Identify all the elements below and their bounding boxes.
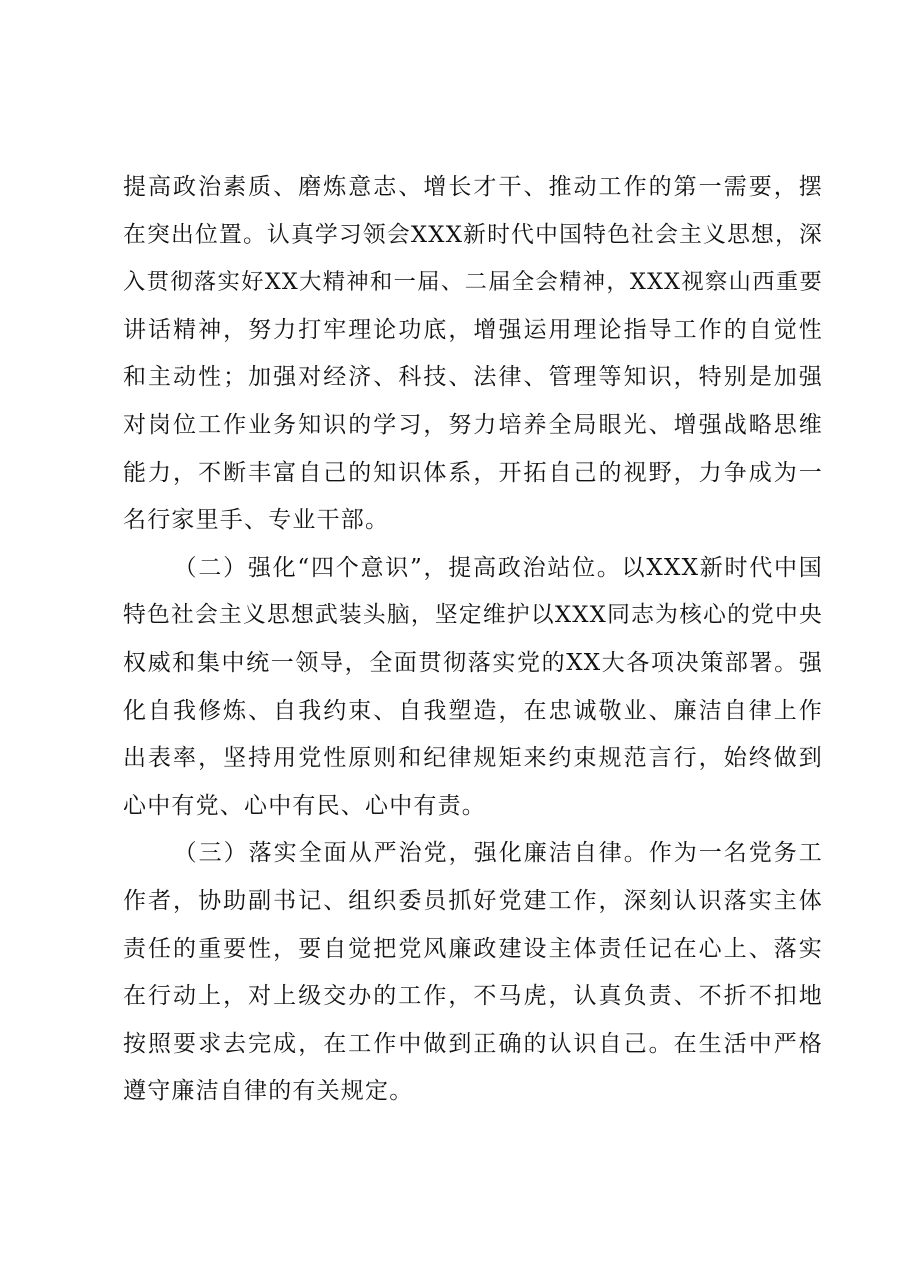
paragraph-line: 入贯彻落实好XX大精神和一届、二届全会精神，XXX视察山西重要 <box>123 269 823 296</box>
paragraph-line: 在行动上，对上级交办的工作，不马虎，认真负责、不折不扣地 <box>123 983 823 1010</box>
paragraph-line: 出表率，坚持用党性原则和纪律规矩来约束规范言行，始终做到 <box>123 745 823 772</box>
paragraph-line: 对岗位工作业务知识的学习，努力培养全局眼光、增强战略思维 <box>123 411 823 438</box>
paragraph-line: 提高政治素质、磨炼意志、增长才干、推动工作的第一需要，摆 <box>123 174 823 200</box>
paragraph-line: 权威和集中统一领导，全面贯彻落实党的XX大各项决策部署。强 <box>123 649 823 676</box>
paragraph-line: 和主动性；加强对经济、科技、法律、管理等知识，特别是加强 <box>123 364 823 391</box>
document-body <box>123 164 823 1116</box>
paragraph-line: 遵守廉洁自律的有关规定。 <box>123 1078 414 1105</box>
paragraph-line: 讲话精神，努力打牢理论功底，增强运用理论指导工作的自觉性 <box>123 316 823 343</box>
paragraph-line: 作者，协助副书记、组织委员抓好党建工作，深刻认识落实主体 <box>123 887 823 914</box>
paragraph-1 <box>123 164 823 545</box>
paragraph-line: 在突出位置。认真学习领会XXX新时代中国特色社会主义思想，深 <box>123 221 823 248</box>
paragraph-line: 化自我修炼、自我约束、自我塑造，在忠诚敬业、廉洁自律上作 <box>123 697 823 724</box>
paragraph-line: 特色社会主义思想武装头脑，坚定维护以XXX同志为核心的党中央 <box>123 602 823 629</box>
paragraph-line: 能力，不断丰富自己的知识体系，开拓自己的视野，力争成为一 <box>123 459 823 486</box>
paragraph-line: 名行家里手、专业干部。 <box>123 507 390 534</box>
paragraph-line: 心中有党、心中有民、心中有责。 <box>123 792 486 819</box>
paragraph-line: 按照要求去完成，在工作中做到正确的认识自己。在生活中严格 <box>123 1030 823 1057</box>
section-heading-line: （三）落实全面从严治党，强化廉洁自律。作为一名党务工 <box>173 840 823 867</box>
section-heading-line: （二）强化“四个意识”，提高政治站位。以XXX新时代中国 <box>173 554 823 581</box>
paragraph-3-section-three <box>123 830 823 1116</box>
paragraph-2-section-two <box>123 545 823 831</box>
paragraph-line: 责任的重要性，要自觉把党风廉政建设主体责任记在心上、落实 <box>123 935 823 962</box>
